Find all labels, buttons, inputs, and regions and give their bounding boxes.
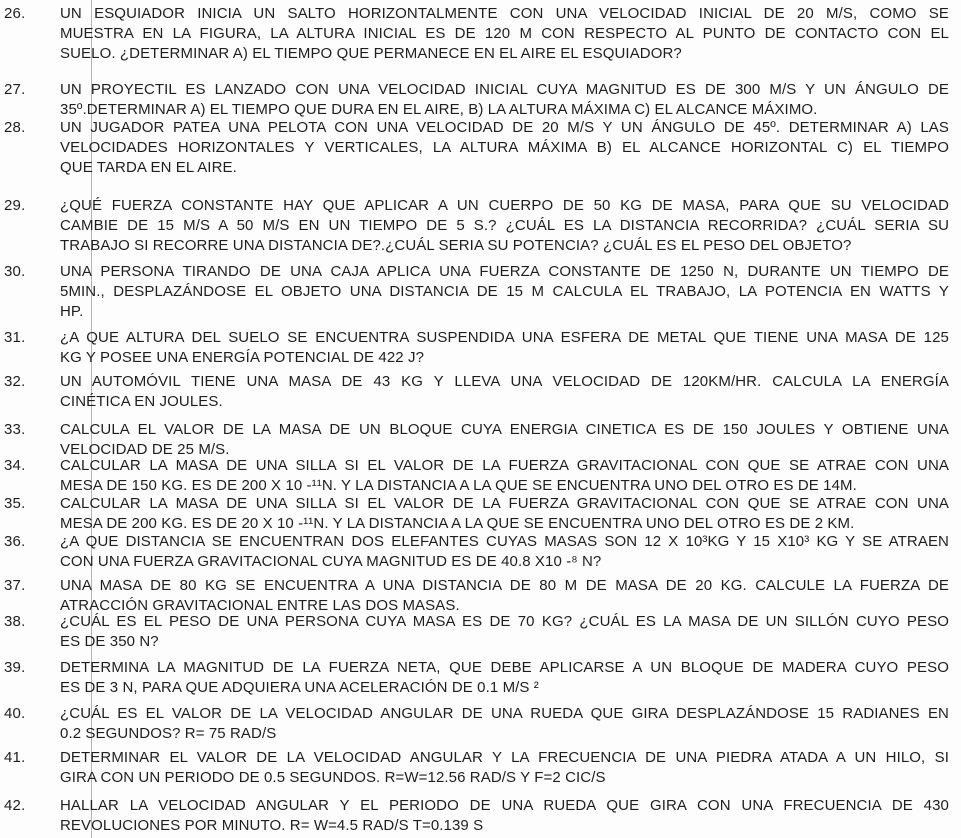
question-line: UN PROYECTIL ES LANZADO CON UNA VELOCIDAD INICIAL CUYA MAGNITUD ES DE 300 M/S Y UN ÁNGULO DE bbox=[60, 81, 949, 98]
question-line: ¿A QUE DISTANCIA SE ENCUENTRAN DOS ELEFANTES CUYAS MASAS SON 12 X 10³KG Y 15 X10³ KG Y SE ATRAEN bbox=[60, 533, 949, 550]
question-line: CAMBIE DE 15 M/S A 50 M/S EN UN TIEMPO DE 5 S.? ¿CUÁL ES LA DISTANCIA RECORRIDA? ¿CUÁL SERIA SU bbox=[60, 217, 949, 234]
question-line: CALCULAR LA MASA DE UNA SILLA SI EL VALOR DE LA FUERZA GRAVITACIONAL CON QUE SE ATRAE CON UNA bbox=[60, 495, 949, 512]
question-text bbox=[60, 4, 949, 64]
question-number: 37. bbox=[4, 577, 26, 594]
question-text bbox=[60, 704, 949, 744]
question-number: 29. bbox=[4, 197, 26, 214]
question-line: ES DE 350 N? bbox=[60, 633, 159, 650]
question-line: HALLAR LA VELOCIDAD ANGULAR Y EL PERIODO DE UNA RUEDA QUE GIRA CON UNA FRECUENCIA DE 430 bbox=[60, 797, 949, 814]
question-line: HP. bbox=[60, 303, 84, 320]
question-line: DETERMINA LA MAGNITUD DE LA FUERZA NETA, QUE DEBE APLICARSE A UN BLOQUE DE MADERA CUYO PESO bbox=[60, 659, 949, 676]
question-line: CINÉTICA EN JOULES. bbox=[60, 393, 223, 410]
question-line: CALCULAR LA MASA DE UNA SILLA SI EL VALOR DE LA FUERZA GRAVITACIONAL CON QUE SE ATRAE CON UNA bbox=[60, 457, 949, 474]
question-line: MESA DE 150 KG. ES DE 200 X 10 -¹¹N. Y LA DISTANCIA A LA QUE SE ENCUENTRA UNO DEL OTRO ES DE 14M. bbox=[60, 477, 857, 494]
question-text bbox=[60, 494, 949, 534]
question-number: 28. bbox=[4, 119, 26, 136]
question-number: 27. bbox=[4, 81, 26, 98]
question-text bbox=[60, 748, 949, 788]
question-line: QUE TARDA EN EL AIRE. bbox=[60, 159, 237, 176]
question-text bbox=[60, 612, 949, 652]
question-text bbox=[60, 262, 949, 322]
question-text bbox=[60, 456, 949, 496]
question-line: UNA PERSONA TIRANDO DE UNA CAJA APLICA UNA FUERZA CONSTANTE DE 1250 N, DURANTE UN TIEMPO DE bbox=[60, 263, 949, 280]
question-line: ATRACCIÓN GRAVITACIONAL ENTRE LAS DOS MASAS. bbox=[60, 597, 460, 614]
question-number: 32. bbox=[4, 373, 26, 390]
question-text bbox=[60, 796, 949, 836]
question-text bbox=[60, 328, 949, 368]
question-line: DETERMINAR EL VALOR DE LA VELOCIDAD ANGULAR Y LA FRECUENCIA DE UNA PIEDRA ATADA A UN HILO, SI bbox=[60, 749, 949, 766]
question-number: 34. bbox=[4, 457, 26, 474]
question-number: 36. bbox=[4, 533, 26, 550]
question-line: UNA MASA DE 80 KG SE ENCUENTRA A UNA DISTANCIA DE 80 M DE MASA DE 20 KG. CALCULE LA FUERZA DE bbox=[60, 577, 949, 594]
question-number: 30. bbox=[4, 263, 26, 280]
question-line: 5MIN., DESPLAZÁNDOSE EL OBJETO UNA DISTANCIA DE 15 M CALCULA EL TRABAJO, LA POTENCIA EN WATTS Y bbox=[60, 283, 949, 300]
question-line: GIRA CON UN PERIODO DE 0.5 SEGUNDOS. R=W=12.56 RAD/S Y F=2 CIC/S bbox=[60, 769, 606, 786]
question-line: ES DE 3 N, PARA QUE ADQUIERA UNA ACELERACIÓN DE 0.1 M/S ² bbox=[60, 679, 539, 696]
question-number: 40. bbox=[4, 705, 26, 722]
question-line: MESA DE 200 KG. ES DE 20 X 10 -¹¹N. Y LA DISTANCIA A LA QUE SE ENCUENTRA UNO DEL OTRO ES DE 2 KM. bbox=[60, 515, 855, 532]
question-number: 31. bbox=[4, 329, 26, 346]
question-number: 26. bbox=[4, 5, 26, 22]
question-text bbox=[60, 372, 949, 412]
question-line: SUELO. ¿DETERMINAR A) EL TIEMPO QUE PERMANECE EN EL AIRE EL ESQUIADOR? bbox=[60, 45, 682, 62]
question-line: TRABAJO SI RECORRE UNA DISTANCIA DE?.¿CUÁL SERIA SU POTENCIA? ¿CUÁL ES EL PESO DEL OBJETO? bbox=[60, 237, 852, 254]
question-line: ¿CUÁL ES EL VALOR DE LA VELOCIDAD ANGULAR DE UNA RUEDA QUE GIRA DESPLAZÁNDOSE 15 RADIANES EN bbox=[60, 705, 949, 722]
question-number: 41. bbox=[4, 749, 26, 766]
question-text bbox=[60, 118, 949, 178]
question-line: UN ESQUIADOR INICIA UN SALTO HORIZONTALMENTE CON UNA VELOCIDAD INICIAL DE 20 M/S, COMO SE bbox=[60, 5, 949, 22]
question-line: UN AUTOMÓVIL TIENE UNA MASA DE 43 KG Y LLEVA UNA VELOCIDAD DE 120KM/HR. CALCULA LA ENERGÍA bbox=[60, 373, 949, 390]
question-number: 39. bbox=[4, 659, 26, 676]
question-number: 42. bbox=[4, 797, 26, 814]
question-text bbox=[60, 420, 949, 460]
question-number: 38. bbox=[4, 613, 26, 630]
question-line: ¿CUÁL ES EL PESO DE UNA PERSONA CUYA MASA ES DE 70 KG? ¿CUÁL ES LA MASA DE UN SILLÓN CUYO PESO bbox=[60, 613, 949, 630]
question-line: 35º.DETERMINAR A) EL TIEMPO QUE DURA EN EL AIRE, B) LA ALTURA MÁXIMA C) EL ALCANCE MÁXIMO. bbox=[60, 101, 818, 118]
question-text bbox=[60, 576, 949, 616]
question-number: 33. bbox=[4, 421, 26, 438]
question-text bbox=[60, 658, 949, 698]
question-line: ¿A QUE ALTURA DEL SUELO SE ENCUENTRA SUSPENDIDA UNA ESFERA DE METAL QUE TIENE UNA MASA DE 125 bbox=[60, 329, 949, 346]
question-text bbox=[60, 80, 949, 120]
question-line: CON UNA FUERZA GRAVITACIONAL CUYA MAGNITUD ES DE 40.8 X10 -⁸ N? bbox=[60, 553, 602, 570]
question-text bbox=[60, 532, 949, 572]
question-line: VELOCIDADES HORIZONTALES Y VERTICALES, LA ALTURA MÁXIMA B) EL ALCANCE HORIZONTAL C) EL TIEMPO bbox=[60, 139, 949, 156]
question-text bbox=[60, 196, 949, 256]
question-line: UN JUGADOR PATEA UNA PELOTA CON UNA VELOCIDAD DE 20 M/S Y UN ÁNGULO DE 45º. DETERMINAR A) LAS bbox=[60, 119, 949, 136]
question-line: ¿QUÉ FUERZA CONSTANTE HAY QUE APLICAR A UN CUERPO DE 50 KG DE MASA, PARA QUE SU VELOCIDAD bbox=[60, 197, 949, 214]
question-number: 35. bbox=[4, 495, 26, 512]
question-line: REVOLUCIONES POR MINUTO. R= W=4.5 RAD/S T=0.139 S bbox=[60, 817, 484, 834]
question-line: MUESTRA EN LA FIGURA, LA ALTURA INICIAL ES DE 120 M CON RESPECTO AL PUNTO DE CONTACTO CON EL bbox=[60, 25, 949, 42]
question-line: CALCULA EL VALOR DE LA MASA DE UN BLOQUE CUYA ENERGIA CINETICA ES DE 150 JOULES Y OBTIENE UNA bbox=[60, 421, 949, 438]
question-line: 0.2 SEGUNDOS? R= 75 RAD/S bbox=[60, 725, 277, 742]
question-line: VELOCIDAD DE 25 M/S. bbox=[60, 441, 230, 458]
question-line: KG Y POSEE UNA ENERGÍA POTENCIAL DE 422 J? bbox=[60, 349, 425, 366]
